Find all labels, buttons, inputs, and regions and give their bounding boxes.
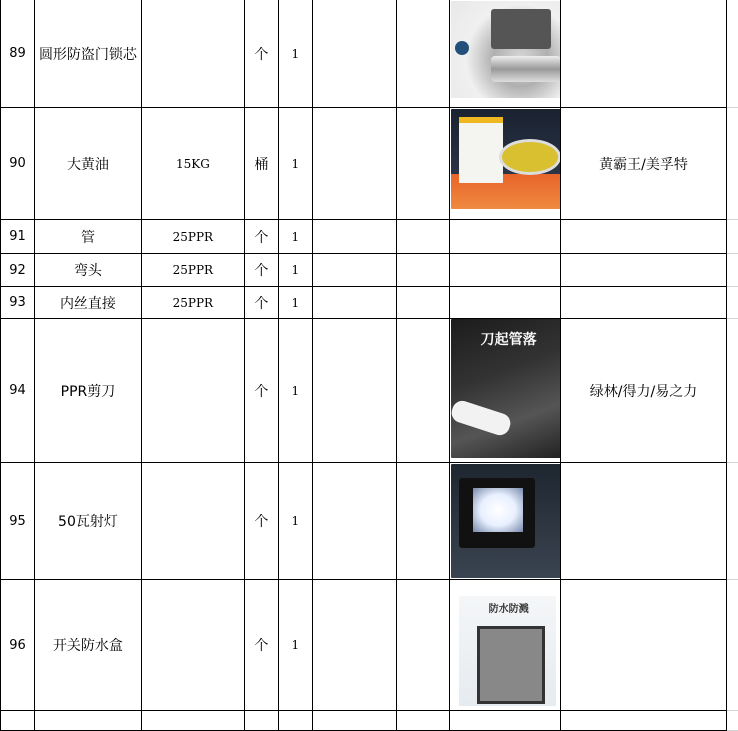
cell-spec[interactable]: 15KG xyxy=(141,108,244,220)
cell-brand[interactable]: 绿林/得力/易之力 xyxy=(560,319,727,463)
grease-bucket-photo[interactable] xyxy=(451,109,560,209)
table-row xyxy=(1,287,738,319)
cell-image[interactable] xyxy=(449,254,560,287)
cell-unit[interactable]: 个 xyxy=(244,463,278,580)
cell-next-column[interactable] xyxy=(727,287,738,319)
cell-blank2[interactable] xyxy=(396,287,449,319)
cell-empty[interactable] xyxy=(449,711,560,731)
cell-empty[interactable] xyxy=(141,711,244,731)
cell-empty[interactable] xyxy=(244,711,278,731)
cell-brand[interactable] xyxy=(560,0,727,108)
cell-idx[interactable]: 93 xyxy=(1,287,35,319)
cell-next-column[interactable] xyxy=(727,254,738,287)
cell-unit[interactable]: 个 xyxy=(244,319,278,463)
table-row xyxy=(1,711,738,731)
cell-spec[interactable]: 25PPR xyxy=(141,220,244,254)
cell-name[interactable]: 圆形防盗门锁芯 xyxy=(34,0,141,108)
cell-qty[interactable]: 1 xyxy=(278,319,312,463)
cell-brand[interactable] xyxy=(560,463,727,580)
cell-idx[interactable]: 95 xyxy=(1,463,35,580)
cell-name[interactable]: 内丝直接 xyxy=(34,287,141,319)
cell-name[interactable]: 开关防水盒 xyxy=(34,580,141,711)
cell-idx[interactable]: 96 xyxy=(1,580,35,711)
cell-blank1[interactable] xyxy=(312,220,396,254)
cell-idx[interactable]: 91 xyxy=(1,220,35,254)
cell-spec[interactable] xyxy=(141,319,244,463)
cell-name[interactable]: 50瓦射灯 xyxy=(34,463,141,580)
cell-brand[interactable] xyxy=(560,220,727,254)
cell-blank1[interactable] xyxy=(312,580,396,711)
table-row xyxy=(1,319,738,463)
table-row xyxy=(1,580,738,711)
cell-empty[interactable] xyxy=(1,711,35,731)
cell-qty[interactable]: 1 xyxy=(278,287,312,319)
cell-brand[interactable] xyxy=(560,254,727,287)
cell-spec[interactable]: 25PPR xyxy=(141,254,244,287)
cell-brand[interactable] xyxy=(560,287,727,319)
cell-idx[interactable]: 92 xyxy=(1,254,35,287)
cell-unit[interactable]: 个 xyxy=(244,220,278,254)
cell-empty[interactable] xyxy=(312,711,396,731)
cell-qty[interactable]: 1 xyxy=(278,254,312,287)
cell-unit[interactable]: 个 xyxy=(244,0,278,108)
cell-blank1[interactable] xyxy=(312,287,396,319)
table-row xyxy=(1,220,738,254)
cell-unit[interactable]: 个 xyxy=(244,580,278,711)
cell-next-column[interactable] xyxy=(727,463,738,580)
cell-image[interactable] xyxy=(449,287,560,319)
cell-idx[interactable]: 94 xyxy=(1,319,35,463)
cell-name[interactable]: PPR剪刀 xyxy=(34,319,141,463)
cell-qty[interactable]: 1 xyxy=(278,580,312,711)
cell-qty[interactable]: 1 xyxy=(278,220,312,254)
pipe-cutter-photo[interactable]: 刀起管落 xyxy=(451,319,560,458)
cell-empty[interactable] xyxy=(34,711,141,731)
table-row xyxy=(1,0,738,108)
lock-cylinder-photo[interactable] xyxy=(451,1,560,98)
cell-spec[interactable] xyxy=(141,0,244,108)
cell-image[interactable] xyxy=(449,463,560,580)
cell-blank2[interactable] xyxy=(396,108,449,220)
cell-blank2[interactable] xyxy=(396,220,449,254)
cell-blank1[interactable] xyxy=(312,108,396,220)
cell-blank2[interactable] xyxy=(396,254,449,287)
floodlight-photo[interactable] xyxy=(451,464,560,578)
table-row xyxy=(1,463,738,580)
cell-next-column[interactable] xyxy=(727,580,738,711)
cell-blank1[interactable] xyxy=(312,254,396,287)
cell-unit[interactable]: 桶 xyxy=(244,108,278,220)
cell-idx[interactable]: 89 xyxy=(1,0,35,108)
cell-blank2[interactable] xyxy=(396,463,449,580)
cell-brand[interactable]: 黄霸王/美孚特 xyxy=(560,108,727,220)
cell-blank2[interactable] xyxy=(396,580,449,711)
cell-next-column[interactable] xyxy=(727,220,738,254)
cell-blank1[interactable] xyxy=(312,319,396,463)
cell-blank1[interactable] xyxy=(312,0,396,108)
cell-idx[interactable]: 90 xyxy=(1,108,35,220)
cell-image[interactable] xyxy=(449,220,560,254)
cell-empty[interactable] xyxy=(396,711,449,731)
cell-spec[interactable]: 25PPR xyxy=(141,287,244,319)
cell-image[interactable] xyxy=(449,108,560,220)
cell-blank1[interactable] xyxy=(312,463,396,580)
cell-qty[interactable]: 1 xyxy=(278,463,312,580)
cell-blank2[interactable] xyxy=(396,0,449,108)
cell-next-column[interactable] xyxy=(727,0,738,108)
cell-next-column[interactable] xyxy=(727,108,738,220)
table-row xyxy=(1,254,738,287)
cell-name[interactable]: 弯头 xyxy=(34,254,141,287)
cell-blank2[interactable] xyxy=(396,319,449,463)
cell-unit[interactable]: 个 xyxy=(244,287,278,319)
cell-empty[interactable] xyxy=(727,711,738,731)
cell-empty[interactable] xyxy=(278,711,312,731)
cell-image[interactable] xyxy=(449,319,560,463)
cell-image[interactable] xyxy=(449,580,560,711)
cell-name[interactable]: 管 xyxy=(34,220,141,254)
cell-image[interactable] xyxy=(449,0,560,108)
cell-next-column[interactable] xyxy=(727,319,738,463)
cell-unit[interactable]: 个 xyxy=(244,254,278,287)
cell-brand[interactable] xyxy=(560,580,727,711)
cell-name[interactable]: 大黄油 xyxy=(34,108,141,220)
waterproof-box-photo[interactable]: 防水防溅 xyxy=(459,596,556,706)
cell-empty[interactable] xyxy=(560,711,727,731)
table-row xyxy=(1,108,738,220)
cell-spec[interactable] xyxy=(141,463,244,580)
cell-qty[interactable]: 1 xyxy=(278,0,312,108)
cell-spec[interactable] xyxy=(141,580,244,711)
cell-qty[interactable]: 1 xyxy=(278,108,312,220)
